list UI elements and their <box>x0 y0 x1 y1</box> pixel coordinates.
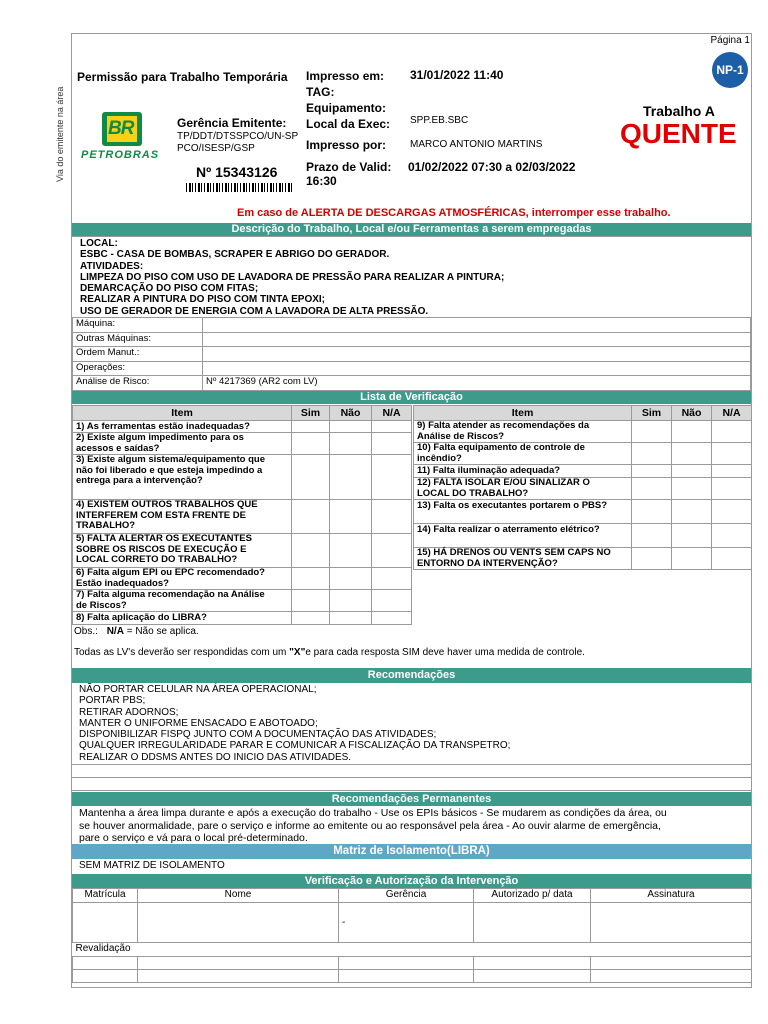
brand-name: PETROBRAS <box>81 149 160 161</box>
autorizacao-table: Matrícula Nome Gerência Autorizado p/ data Assinatura - Revalidação <box>72 888 752 983</box>
descricao-heading: Descrição do Trabalho, Local e/ou Ferramentas a serem empregadas <box>72 223 751 236</box>
checkbox-sim[interactable] <box>292 590 330 612</box>
checkbox-sim[interactable] <box>292 534 330 568</box>
prazo-value-end: 16:30 <box>306 174 337 188</box>
descricao-fields: Máquina: Outras Máquinas: Ordem Manut.: Operações: Análise de Risco: Nº 4217369 (AR2 com LV) <box>72 317 751 391</box>
descricao-text: LOCAL: ESBC - CASA DE BOMBAS, SCRAPER E ABRIGO DO GERADOR. ATIVIDADES: LIMPEZA DO PISO COM USO DE LAVADORA DE PRESSÃO PARA REALIZAR A PINTURA; DEMARCAÇÃO DO PISO COM FITAS; REALIZAR A PINTURA DO PISO COM TINTA EPOXI; USO DE GERADOR DE ENERGIA COM A LAVADORA DE ALTA PRESSÃO. <box>80 238 505 317</box>
checkbox-nao[interactable] <box>672 465 712 478</box>
revalidacao-cell[interactable] <box>474 970 591 983</box>
autorizacao-heading: Verificação e Autorização da Intervenção <box>72 874 751 888</box>
local-exec-value: SPP.EB.SBC <box>410 115 469 126</box>
revalidacao-cell[interactable] <box>73 957 138 970</box>
checklist-right: Item Sim Não N/A 9) Falta atender as recomendações da Análise de Riscos? 10) Falta equipamento de controle de incêndio? 11) Falta iluminação adequada? 12) FALTA ISOLAR E/OU SINALIZAR O LOCAL DO TRABALHO? 13) Falta os executantes portarem o PBS? 14) Falta realizar o aterramento elétrico? 15) HÁ DRENOS OU VENTS SEM CAPS NO ENTORNO DA INTERVENÇÃO? <box>413 405 752 570</box>
checklist-row: 7) Falta alguma recomendação na Análise de Riscos? <box>73 590 412 612</box>
form-title: Permissão para Trabalho Temporária <box>77 70 288 84</box>
checkbox-sim[interactable] <box>292 612 330 625</box>
checkbox-na[interactable] <box>372 612 412 625</box>
impresso-em-value: 31/01/2022 11:40 <box>410 68 504 82</box>
barcode <box>186 183 294 192</box>
checkbox-nao[interactable] <box>330 534 372 568</box>
checkbox-sim[interactable] <box>632 465 672 478</box>
autorizado-cell[interactable] <box>474 903 591 943</box>
nome-cell[interactable] <box>138 903 339 943</box>
gerencia-label: Gerência Emitente: <box>177 116 287 130</box>
checkbox-sim[interactable] <box>292 455 330 500</box>
permanentes-text: Mantenha a área limpa durante e após a execução do trabalho - Use os EPIs básicos - Se mudarem as condições da área, ou se houver anormalidade, pare o serviço e informe ao emitente ou ao responsável pela área - Ao ouvir alarme de emergência, pare o serviço e vá para o local pré-determinado. <box>79 807 667 844</box>
obs-note: Obs.: N/A = Não se aplica. <box>74 626 199 637</box>
matriz-heading: Matriz de Isolamento(LIBRA) <box>72 844 751 859</box>
checklist-heading: Lista de Verificação <box>72 391 751 404</box>
checkbox-sim[interactable] <box>632 478 672 500</box>
checklist-row: 10) Falta equipamento de controle de incêndio? <box>414 443 752 465</box>
prazo-value: 01/02/2022 07:30 a 02/03/2022 <box>408 160 576 174</box>
checkbox-na[interactable] <box>372 455 412 500</box>
checkbox-na[interactable] <box>712 443 752 465</box>
checkbox-sim[interactable] <box>632 524 672 548</box>
matricula-cell[interactable] <box>73 903 138 943</box>
side-caption: Via do emitente na área <box>55 86 65 182</box>
impresso-por-value: MARCO ANTONIO MARTINS <box>410 139 543 150</box>
checkbox-sim[interactable] <box>632 421 672 443</box>
prazo-label: Prazo de Valid: <box>306 160 392 174</box>
checkbox-nao[interactable] <box>672 500 712 524</box>
checkbox-nao[interactable] <box>330 612 372 625</box>
checkbox-na[interactable] <box>372 590 412 612</box>
revalidacao-cell[interactable] <box>138 970 339 983</box>
checklist-row: 5) FALTA ALERTAR OS EXECUTANTES SOBRE OS RISCOS DE EXECUÇÃO E LOCAL CORRETO DO TRABALHO? <box>73 534 412 568</box>
checkbox-nao[interactable] <box>330 568 372 590</box>
revalidacao-label: Revalidação <box>73 943 752 957</box>
checklist-row: 13) Falta os executantes portarem o PBS? <box>414 500 752 524</box>
lv-instruction: Todas as LV's deverão ser respondidas com um "X"e para cada resposta SIM deve haver uma medida de controle. <box>74 647 585 658</box>
checklist-row: 8) Falta aplicação do LIBRA? <box>73 612 412 625</box>
equipamento-label: Equipamento: <box>306 101 386 115</box>
recomendacoes-heading: Recomendações <box>72 668 751 683</box>
logo-text: BR <box>108 118 134 139</box>
checkbox-nao[interactable] <box>672 443 712 465</box>
permanentes-heading: Recomendações Permanentes <box>72 792 751 806</box>
impresso-em-label: Impresso em: <box>306 69 385 83</box>
checkbox-sim[interactable] <box>632 548 672 570</box>
revalidacao-cell[interactable] <box>339 970 474 983</box>
recomendacoes-list: NÃO PORTAR CELULAR NA ÁREA OPERACIONAL; PORTAR PBS; RETIRAR ADORNOS; MANTER O UNIFORME ENSACADO E ABOTOADO; DISPONIBILIZAR FISPQ JUNTO COM A DOCUMENTAÇÃO DAS ATIVIDADES; QUALQUER IRREGULARIDADE PARAR E COMUNICAR A FISCALIZAÇÃO DA TRANSPETRO; REALIZAR O DDSMS ANTES DO INICIO DAS ATIVIDADES. <box>79 684 511 763</box>
checkbox-sim[interactable] <box>292 500 330 534</box>
revalidacao-cell[interactable] <box>138 957 339 970</box>
checkbox-na[interactable] <box>372 500 412 534</box>
impresso-por-label: Impresso por: <box>306 138 387 152</box>
checklist-row: 14) Falta realizar o aterramento elétrico? <box>414 524 752 548</box>
checkbox-nao[interactable] <box>330 590 372 612</box>
analise-risco-value: Nº 4217369 (AR2 com LV) <box>203 376 751 391</box>
checkbox-nao[interactable] <box>330 500 372 534</box>
gerencia-value: TP/DDT/DTSSPCO/UN-SPPCO/ISESP/GSP <box>177 131 299 154</box>
checkbox-sim[interactable] <box>292 421 330 433</box>
gerencia-cell[interactable]: - <box>339 903 474 943</box>
checklist-row: 6) Falta algum EPI ou EPC recomendado? Estão inadequados? <box>73 568 412 590</box>
checkbox-na[interactable] <box>372 433 412 455</box>
revalidacao-cell[interactable] <box>73 970 138 983</box>
np1-badge: NP-1 <box>712 52 748 88</box>
checkbox-sim[interactable] <box>292 433 330 455</box>
checkbox-nao[interactable] <box>672 524 712 548</box>
checkbox-nao[interactable] <box>330 433 372 455</box>
page-number: Página 1 <box>710 35 750 46</box>
checkbox-nao[interactable] <box>672 548 712 570</box>
tag-label: TAG: <box>306 85 335 99</box>
checkbox-sim[interactable] <box>632 443 672 465</box>
permit-number: Nº 15343126 <box>196 164 278 180</box>
local-exec-label: Local da Exec: <box>306 117 391 131</box>
checkbox-nao[interactable] <box>672 421 712 443</box>
checkbox-na[interactable] <box>712 548 752 570</box>
checklist-row: 15) HÁ DRENOS OU VENTS SEM CAPS NO ENTORNO DA INTERVENÇÃO? <box>414 548 752 570</box>
petrobras-logo <box>102 112 142 146</box>
checkbox-sim[interactable] <box>632 500 672 524</box>
checklist-row: 4) EXISTEM OUTROS TRABALHOS QUE INTERFEREM COM ESTA FRENTE DE TRABALHO? <box>73 500 412 534</box>
trabalho-type: QUENTE <box>620 118 737 149</box>
checklist-left: Item Sim Não N/A 1) As ferramentas estão inadequadas? 2) Existe algum impedimento para os acessos e saídas? 3) Existe algum sistema/equipamento que não foi liberado e que esteja impedindo a entrega para a intervenção? 4) EXISTEM OUTROS TRABALHOS QUE INTERFEREM COM ESTA FRENTE DE TRABALHO? 5) FALTA ALERTAR OS EXECUTANTES SOBRE OS RISCOS DE EXECUÇÃO E LOCAL CORRETO DO TRABALHO? 6) Falta algum EPI ou EPC recomendado? Estão inadequados? 7) Falta alguma recomendação na Análise de Riscos? 8) Falta aplicação do LIBRA? <box>72 405 412 625</box>
checklist-row: 1) As ferramentas estão inadequadas? <box>73 421 412 433</box>
checkbox-nao[interactable] <box>330 421 372 433</box>
checklist-row: 9) Falta atender as recomendações da Análise de Riscos? <box>414 421 752 443</box>
assinatura-cell[interactable] <box>591 903 752 943</box>
checkbox-na[interactable] <box>372 568 412 590</box>
revalidacao-cell[interactable] <box>591 970 752 983</box>
lightning-alert: Em caso de ALERTA DE DESCARGAS ATMOSFÉRICAS, interromper esse trabalho. <box>237 207 671 219</box>
revalidacao-cell[interactable] <box>339 957 474 970</box>
checklist-row: 12) FALTA ISOLAR E/OU SINALIZAR O LOCAL DO TRABALHO? <box>414 478 752 500</box>
checkbox-na[interactable] <box>712 421 752 443</box>
checkbox-na[interactable] <box>712 478 752 500</box>
checkbox-na[interactable] <box>712 465 752 478</box>
revalidacao-cell[interactable] <box>474 957 591 970</box>
checkbox-sim[interactable] <box>292 568 330 590</box>
checkbox-na[interactable] <box>372 534 412 568</box>
checkbox-nao[interactable] <box>330 455 372 500</box>
checklist-row: 11) Falta iluminação adequada? <box>414 465 752 478</box>
trabalho-label: Trabalho A <box>643 103 715 119</box>
matriz-text: SEM MATRIZ DE ISOLAMENTO <box>79 860 225 871</box>
checkbox-nao[interactable] <box>672 478 712 500</box>
checklist-row: 3) Existe algum sistema/equipamento que não foi liberado e que esteja impedindo a entrega para a intervenção? <box>73 455 412 500</box>
checklist-row: 2) Existe algum impedimento para os acessos e saídas? <box>73 433 412 455</box>
checkbox-na[interactable] <box>372 421 412 433</box>
revalidacao-cell[interactable] <box>591 957 752 970</box>
checkbox-na[interactable] <box>712 524 752 548</box>
checkbox-na[interactable] <box>712 500 752 524</box>
